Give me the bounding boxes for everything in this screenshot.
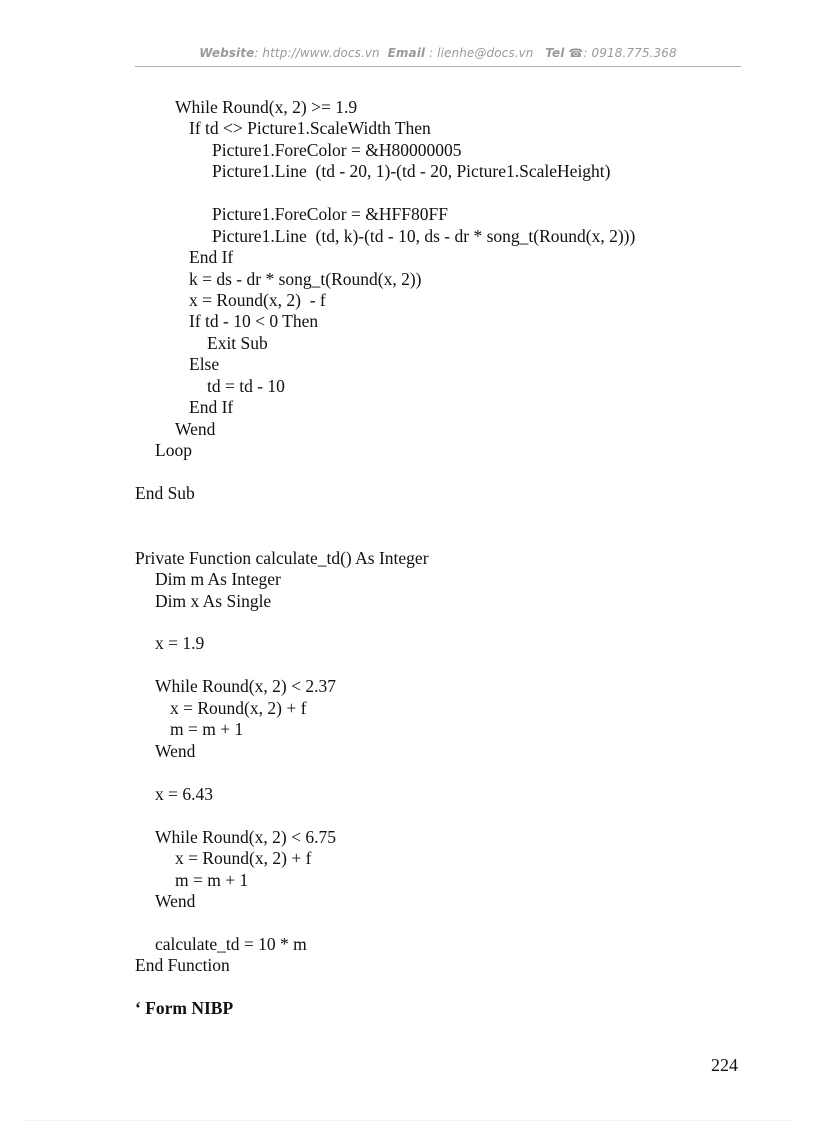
page-number: 224: [711, 1055, 738, 1075]
code-line: Picture1.Line (td, k)-(td - 10, ds - dr * song_t(Round(x, 2))): [212, 226, 636, 246]
phone-icon: ☎: [568, 46, 584, 60]
code-line: x = Round(x, 2) + f: [175, 848, 312, 868]
code-line: m = m + 1: [170, 719, 244, 739]
code-line: x = Round(x, 2) - f: [189, 290, 326, 310]
section-comment: ‘ Form NIBP: [135, 998, 234, 1018]
code-line: While Round(x, 2) < 2.37: [155, 676, 336, 696]
code-line: If td - 10 < 0 Then: [189, 311, 319, 331]
code-line: End Sub: [135, 483, 195, 503]
code-line: td = td - 10: [207, 376, 285, 396]
code-line: Picture1.Line (td - 20, 1)-(td - 20, Picture1.ScaleHeight): [212, 161, 611, 181]
code-line: Dim x As Single: [155, 591, 272, 611]
code-line: Loop: [155, 440, 192, 460]
code-line: x = 6.43: [155, 784, 213, 804]
code-line: Picture1.ForeColor = &H80000005: [212, 140, 462, 160]
code-line: m = m + 1: [175, 870, 249, 890]
code-line: k = ds - dr * song_t(Round(x, 2)): [189, 269, 422, 289]
email-value: : lienhe@docs.vn: [429, 46, 534, 60]
email-label: Email: [387, 46, 426, 60]
code-line: Dim m As Integer: [155, 569, 281, 589]
code-line: End Function: [135, 955, 230, 975]
code-line: Wend: [155, 741, 196, 761]
code-line: Wend: [155, 891, 196, 911]
code-line: Else: [189, 354, 220, 374]
code-line: End If: [189, 397, 234, 417]
header-divider: [135, 66, 741, 67]
tel-value: : 0918.775.368: [583, 46, 677, 60]
code-line: x = Round(x, 2) + f: [170, 698, 307, 718]
code-line: Exit Sub: [207, 333, 268, 353]
code-line: While Round(x, 2) >= 1.9: [175, 97, 358, 117]
code-line: Wend: [175, 419, 216, 439]
website-label: Website: [199, 46, 255, 60]
code-line: While Round(x, 2) < 6.75: [155, 827, 336, 847]
code-line: Private Function calculate_td() As Integer: [135, 548, 429, 568]
code-line: Picture1.ForeColor = &HFF80FF: [212, 204, 448, 224]
code-line: calculate_td = 10 * m: [155, 934, 307, 954]
code-line: If td <> Picture1.ScaleWidth Then: [189, 118, 431, 138]
page-header: [135, 46, 741, 66]
website-value: : http://www.docs.vn: [254, 46, 380, 60]
code-line: x = 1.9: [155, 633, 205, 653]
tel-label: Tel: [545, 46, 565, 60]
footer-divider: [25, 1120, 791, 1121]
code-line: End If: [189, 247, 234, 267]
